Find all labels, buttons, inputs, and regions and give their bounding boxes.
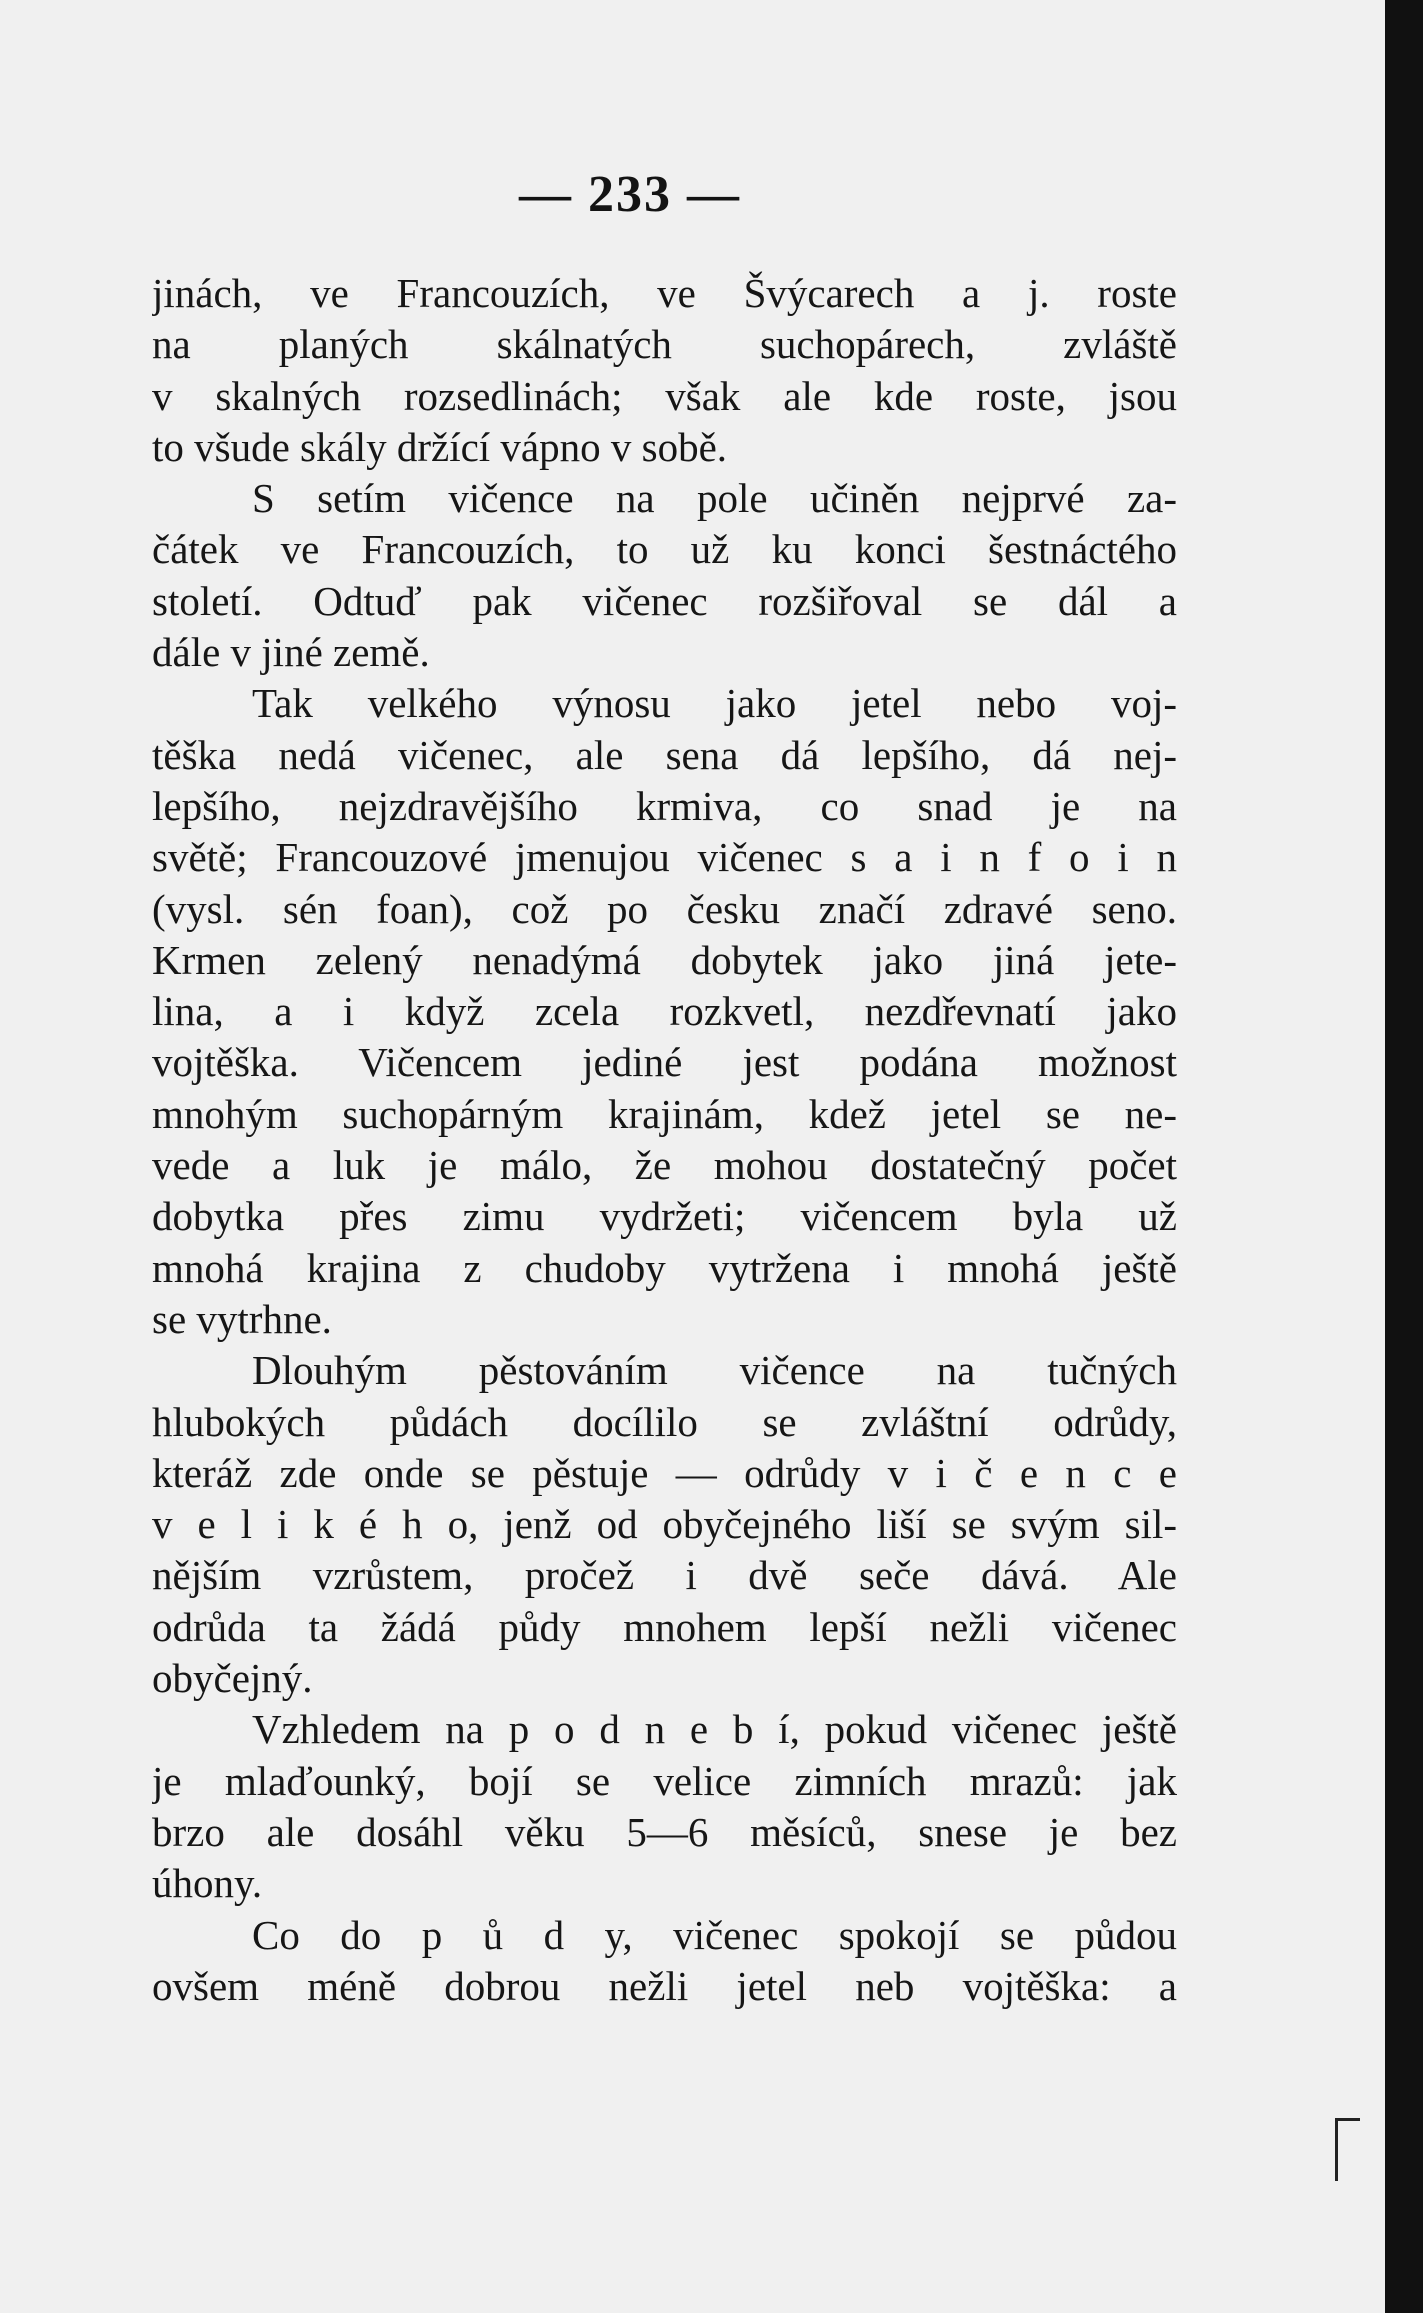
text-line: Co do p ů d y, vičenec spokojí se půdou bbox=[252, 1911, 1177, 1958]
text-line: odrůda ta žádá půdy mnohem lepší nežli vičenec bbox=[152, 1603, 1177, 1650]
text-line: v e l i k é h o, jenž od obyčejného liší se svým sil- bbox=[152, 1501, 1177, 1548]
text-line: se vytrhne. bbox=[152, 1295, 332, 1342]
text-line: dobytka přes zimu vydržeti; vičencem byla už bbox=[152, 1193, 1177, 1240]
text-line: Krmen zelený nenadýmá dobytek jako jiná jete- bbox=[152, 936, 1177, 983]
text-line: jinách, ve Francouzích, ve Švýcarech a j. roste bbox=[152, 270, 1177, 316]
text-line: dále v jiné země. bbox=[152, 629, 430, 676]
text-line: S setím vičence na pole učiněn nejprvé za- bbox=[252, 475, 1177, 522]
text-line: čátek ve Francouzích, to už ku konci šestnáctého bbox=[152, 526, 1177, 573]
text-line: (vysl. sén foan), což po česku značí zdravé seno. bbox=[152, 885, 1177, 932]
text-line: lepšího, nejzdravějšího krmiva, co snad je na bbox=[152, 782, 1177, 829]
text-line: lina, a i když zcela rozkvetl, nezdřevnatí jako bbox=[152, 988, 1177, 1035]
text-line: úhony. bbox=[152, 1860, 263, 1907]
text-line: hlubokých půdách docílilo se zvláštní odrůdy, bbox=[152, 1398, 1177, 1445]
text-line: brzo ale dosáhl věku 5—6 měsíců, snese je bez bbox=[152, 1808, 1177, 1855]
scan-edge bbox=[1385, 0, 1423, 2313]
text-line: je mlaďounký, bojí se velice zimních mrazů: jak bbox=[152, 1757, 1177, 1804]
text-line: Dlouhým pěstováním vičence na tučných bbox=[252, 1347, 1177, 1394]
text-line: mnohým suchopárným krajinám, kdež jetel se ne- bbox=[152, 1090, 1177, 1137]
text-line: století. Odtuď pak vičenec rozšiřoval se dál a bbox=[152, 577, 1177, 624]
text-line: mnohá krajina z chudoby vytržena i mnohá ještě bbox=[152, 1244, 1177, 1291]
text-line: vojtěška. Vičencem jediné jest podána možnost bbox=[152, 1039, 1177, 1086]
text-line: to všude skály držící vápno v sobě. bbox=[152, 423, 728, 470]
text-line: Tak velkého výnosu jako jetel nebo voj- bbox=[252, 680, 1177, 727]
corner-mark bbox=[1335, 2118, 1360, 2181]
body-text bbox=[152, 268, 1177, 2012]
text-line: na planých skálnatých suchopárech, zvláště bbox=[152, 321, 1177, 368]
page-number: — 233 — bbox=[519, 166, 741, 223]
text-line: ovšem méně dobrou nežli jetel neb vojtěška: a bbox=[152, 1962, 1177, 2009]
text-line: nějším vzrůstem, pročež i dvě seče dává. Ale bbox=[152, 1552, 1177, 1599]
text-line: světě; Francouzové jmenujou vičenec s a i n f o i n bbox=[152, 834, 1177, 881]
text-line: vede a luk je málo, že mohou dostatečný počet bbox=[152, 1142, 1177, 1189]
text-line: těška nedá vičenec, ale sena dá lepšího, dá nej- bbox=[152, 731, 1177, 778]
text-line: Vzhledem na p o d n e b í, pokud vičenec ještě bbox=[252, 1706, 1177, 1753]
text-line: kteráž zde onde se pěstuje — odrůdy v i č e n c e bbox=[152, 1449, 1177, 1496]
text-line: v skalných rozsedlinách; však ale kde roste, jsou bbox=[152, 372, 1177, 419]
text-line: obyčejný. bbox=[152, 1655, 313, 1702]
